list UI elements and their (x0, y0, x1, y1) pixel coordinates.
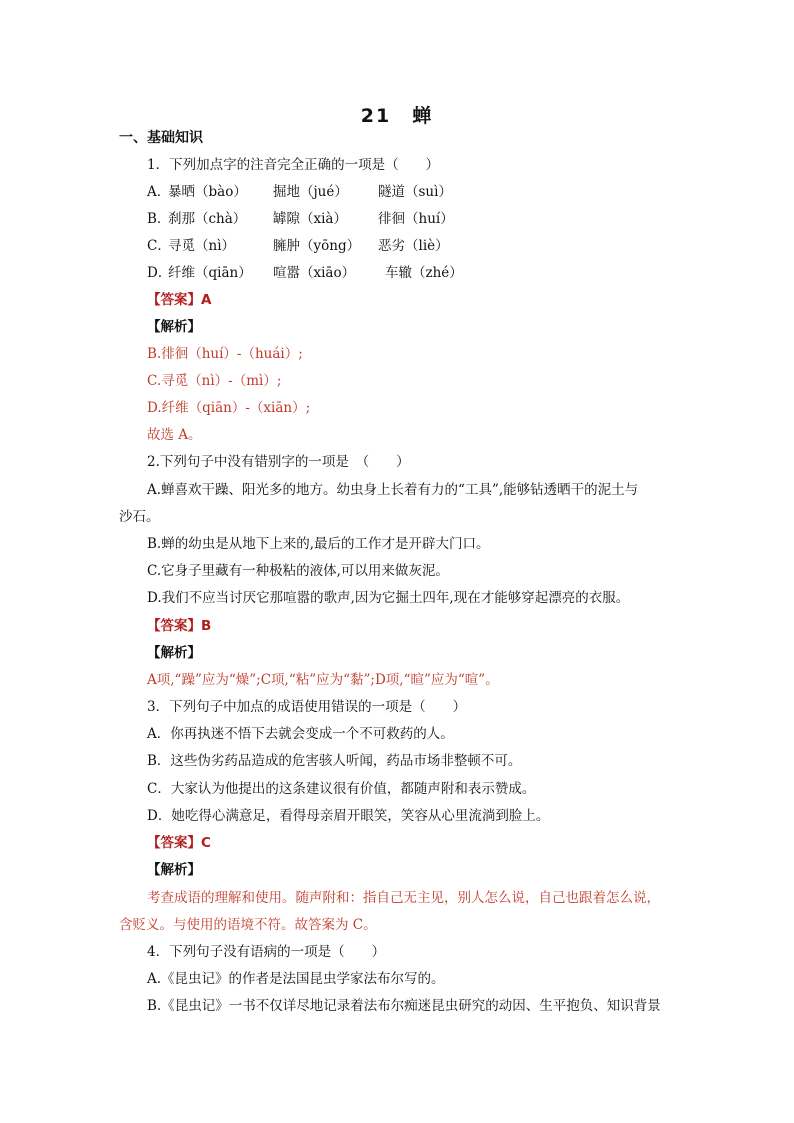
q2-stem: 2.下列句子中没有错别字的一项是 （ ） (147, 454, 410, 470)
option-item: 纤维（qiān） (168, 265, 252, 281)
q3-analysis-line: 考查成语的理解和使用。随声附和：指自己无主见，别人怎么说，自己也跟着怎么说， (147, 890, 660, 906)
q2-option-b: B.蝉的幼虫是从地下上来的,最后的工作才是开辟大门口。 (147, 536, 490, 552)
q1-analysis-line: C.寻觅（nì）-（mì）; (147, 373, 282, 389)
q2-option-d: D.我们不应当讨厌它那喧嚣的歌声,因为它掘土四年,现在才能够穿起漂亮的衣服。 (147, 590, 630, 606)
section-heading: 一、基础知识 (119, 130, 203, 146)
q1-analysis-line: D.纤维（qiān）-（xiān）; (147, 400, 311, 416)
q3-stem: 3．下列句子中加点的成语使用错误的一项是（ ） (147, 699, 467, 715)
option-item: 车辙（zhé） (385, 265, 463, 281)
option-item: 喧嚣（xiāo） (273, 265, 356, 281)
q1-stem: 1．下列加点字的注音完全正确的一项是（ ） (147, 157, 440, 173)
option-label: D． (147, 265, 172, 281)
q3-option-b: B．这些伪劣药品造成的危害骇人听闻，药品市场非整顿不可。 (147, 753, 522, 769)
option-label: A． (147, 184, 171, 200)
option-item: 臃肿（yōng） (273, 238, 361, 254)
q3-option-a: A．你再执迷不悟下去就会变成一个不可救药的人。 (147, 726, 454, 742)
q2-analysis-label: 【解析】 (147, 645, 201, 661)
q4-option-a: A.《昆虫记》的作者是法国昆虫学家法布尔写的。 (147, 971, 445, 987)
q1-answer: 【答案】A (147, 292, 212, 308)
q2-option-a-cont: 沙石。 (119, 509, 160, 525)
q4-stem: 4．下列句子没有语病的一项是（ ） (147, 944, 386, 960)
q1-analysis-label: 【解析】 (147, 319, 201, 335)
option-item: 暴晒（bào） (168, 184, 247, 200)
q1-analysis-line: 故选 A。 (147, 427, 202, 443)
option-label: B． (147, 211, 171, 227)
option-item: 徘徊（huí） (378, 211, 454, 227)
q3-option-d: D．她吃得心满意足，看得母亲眉开眼笑，笑容从心里流淌到脸上。 (147, 808, 550, 824)
option-item: 罅隙（xià） (273, 211, 347, 227)
option-item: 刹那（chà） (168, 211, 247, 227)
option-item: 恶劣（liè） (378, 238, 449, 254)
option-item: 隧道（suì） (378, 184, 452, 200)
q3-answer: 【答案】C (147, 835, 211, 851)
q2-analysis: A项,“躁”应为“燥”;C项,“粘”应为“黏”;D项,“暄”应为“喧”。 (147, 672, 499, 688)
option-item: 寻觅（nì） (168, 238, 236, 254)
q2-option-a: A.蝉喜欢干躁、阳光多的地方。幼虫身上长着有力的“工具”,能够钻透晒干的泥土与 (147, 482, 639, 498)
q3-option-c: C．大家认为他提出的这条建议很有价值，都随声附和表示赞成。 (147, 781, 536, 797)
q3-analysis-line: 含贬义。与使用的语境不符。故答案为 C。 (119, 917, 377, 933)
q4-option-b: B.《昆虫记》一书不仅详尽地记录着法布尔痴迷昆虫研究的动因、生平抱负、知识背景 (147, 998, 661, 1014)
q3-analysis-label: 【解析】 (147, 862, 201, 878)
q2-option-c: C.它身子里藏有一种极粘的液体,可以用来做灰泥。 (147, 563, 449, 579)
page-title: 21 蝉 (360, 105, 434, 127)
option-label: C． (147, 238, 171, 254)
option-item: 掘地（jué） (273, 184, 348, 200)
q1-analysis-line: B.徘徊（huí）-（huái）; (147, 346, 303, 362)
q2-answer: 【答案】B (147, 618, 212, 634)
